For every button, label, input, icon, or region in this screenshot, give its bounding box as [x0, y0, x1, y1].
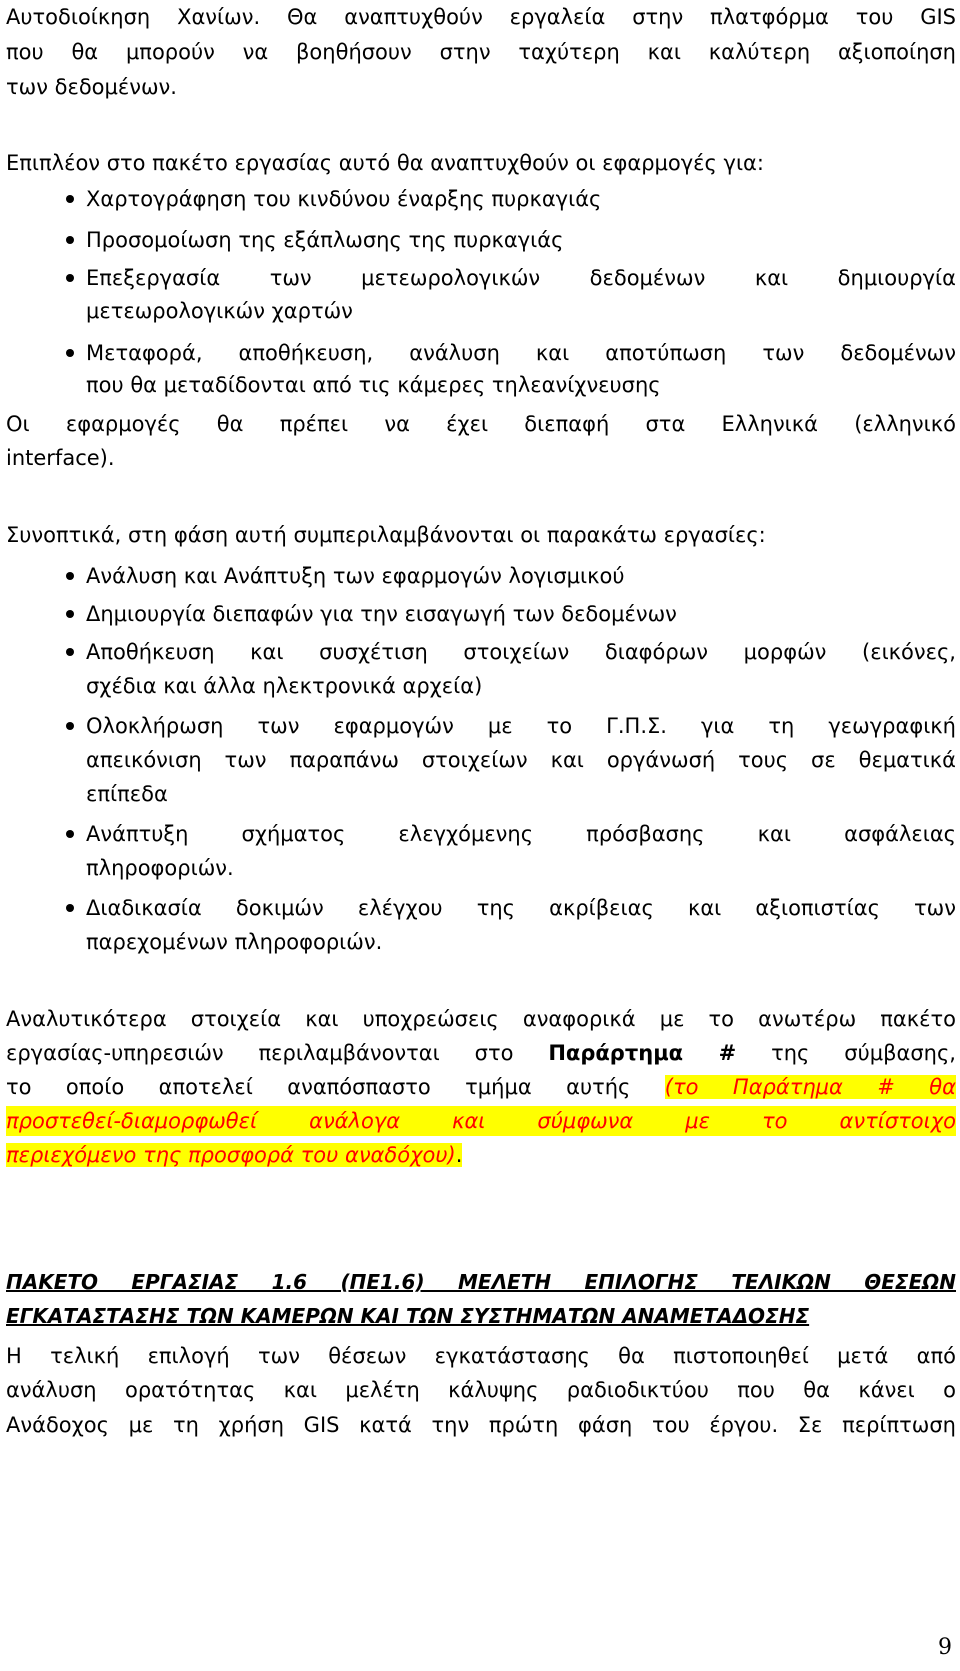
bullet-icon	[66, 572, 74, 580]
list-item: Επεξεργασία των μετεωρολογικών δεδομένων και δημιουργία	[86, 266, 956, 290]
list-item-cont: που θα μεταδίδονται από τις κάμερες τηλεανίχνευσης	[86, 373, 661, 397]
intro-line: Αυτοδιοίκηση Χανίων. Θα αναπτυχθούν εργαλεία στην πλατφόρμα του GIS	[6, 5, 956, 29]
highlighted-note: προστεθεί-διαμορφωθεί ανάλογα και σύμφωνα με το αντίστοιχο	[6, 1106, 956, 1136]
final-line: Ανάδοχος με τη χρήση GIS κατά την πρώτη φάση του έργου. Σε περίπτωση	[6, 1413, 956, 1437]
final-line: ανάλυση ορατότητας και μελέτη κάλυψης ραδιοδικτύου που θα κάνει ο	[6, 1378, 956, 1402]
section-heading: ΕΓΚΑΤΑΣΤΑΣΗΣ ΤΩΝ ΚΑΜΕΡΩΝ ΚΑΙ ΤΩΝ ΣΥΣΤΗΜΑΤΩΝ ΑΝΑΜΕΤΑΔΟΣΗΣ	[6, 1304, 810, 1328]
bullet-icon	[66, 722, 74, 730]
interface-line: interface).	[6, 446, 115, 470]
list-item-cont: πληροφοριών.	[86, 856, 234, 880]
bullet-icon	[66, 830, 74, 838]
list-item: Χαρτογράφηση του κινδύνου έναρξης πυρκαγιάς	[86, 187, 602, 211]
list-item: Διαδικασία δοκιμών ελέγχου της ακρίβειας και αξιοπιστίας των	[86, 896, 956, 920]
bullet-icon	[66, 274, 74, 282]
final-line: Η τελική επιλογή των θέσεων εγκατάστασης θα πιστοποιηθεί μετά από	[6, 1344, 956, 1368]
highlighted-note: (το Παράτημα # θα	[664, 1075, 956, 1099]
annex-period: .	[455, 1143, 463, 1167]
list-item: Ανάλυση και Ανάπτυξη των εφαρμογών λογισμικού	[86, 564, 625, 588]
bullet-icon	[66, 349, 74, 357]
annex-text: εργασίας-υπηρεσιών περιλαμβάνονται στο	[6, 1041, 514, 1065]
bullet-icon	[66, 236, 74, 244]
list-item-cont: μετεωρολογικών χαρτών	[86, 299, 353, 323]
annex-line	[6, 1038, 956, 1068]
bullet-icon	[66, 904, 74, 912]
list-item: Ολοκλήρωση των εφαρμογών με το Γ.Π.Σ. για τη γεωγραφική	[86, 714, 956, 738]
list-item: Αποθήκευση και συσχέτιση στοιχείων διαφόρων μορφών (εικόνες,	[86, 640, 956, 664]
bullet-icon	[66, 195, 74, 203]
list-item: Ανάπτυξη σχήματος ελεγχόμενης πρόσβασης και ασφάλειας	[86, 822, 956, 846]
bullet-icon	[66, 610, 74, 618]
section-heading: ΠΑΚΕΤΟ ΕΡΓΑΣΙΑΣ 1.6 (ΠΕ1.6) ΜΕΛΕΤΗ ΕΠΙΛΟΓΗΣ ΤΕΛΙΚΩΝ ΘΕΣΕΩΝ	[6, 1270, 956, 1294]
list-item: Μεταφορά, αποθήκευση, ανάλυση και αποτύπωση των δεδομένων	[86, 341, 956, 365]
page-number: 9	[938, 1635, 952, 1660]
annex-text: της σύμβασης,	[771, 1041, 956, 1065]
intro-line: που θα μπορούν να βοηθήσουν στην ταχύτερη και καλύτερη αξιοποίηση	[6, 40, 956, 64]
annex-line	[6, 1140, 462, 1170]
annex-line	[6, 1072, 956, 1102]
intro-line: των δεδομένων.	[6, 75, 177, 99]
highlighted-note: περιεχόμενο της προσφορά του αναδόχου)	[6, 1143, 456, 1167]
list-item-cont: σχέδια και άλλα ηλεκτρονικά αρχεία)	[86, 674, 483, 698]
annex-line: Αναλυτικότερα στοιχεία και υποχρεώσεις αναφορικά με το ανωτέρω πακέτο	[6, 1007, 956, 1031]
list-item-cont: απεικόνιση των παραπάνω στοιχείων και οργάνωσή τους σε θεματικά	[86, 748, 956, 772]
interface-line: Οι εφαρμογές θα πρέπει να έχει διεπαφή στα Ελληνικά (ελληνικό	[6, 412, 956, 436]
apps-intro: Επιπλέον στο πακέτο εργασίας αυτό θα αναπτυχθούν οι εφαρμογές για:	[6, 151, 764, 175]
bullet-icon	[66, 648, 74, 656]
list-item: Προσομοίωση της εξάπλωσης της πυρκαγιάς	[86, 228, 564, 252]
list-item: Δημιουργία διεπαφών για την εισαγωγή των δεδομένων	[86, 602, 677, 626]
annex-reference: Παράρτημα #	[548, 1041, 737, 1065]
list-item-cont: παρεχομένων πληροφοριών.	[86, 930, 383, 954]
annex-text: το οποίο αποτελεί αναπόσπαστο τμήμα αυτής	[6, 1075, 631, 1099]
list-item-cont: επίπεδα	[86, 782, 168, 806]
summary-intro: Συνοπτικά, στη φάση αυτή συμπεριλαμβάνονται οι παρακάτω εργασίες:	[6, 523, 766, 547]
